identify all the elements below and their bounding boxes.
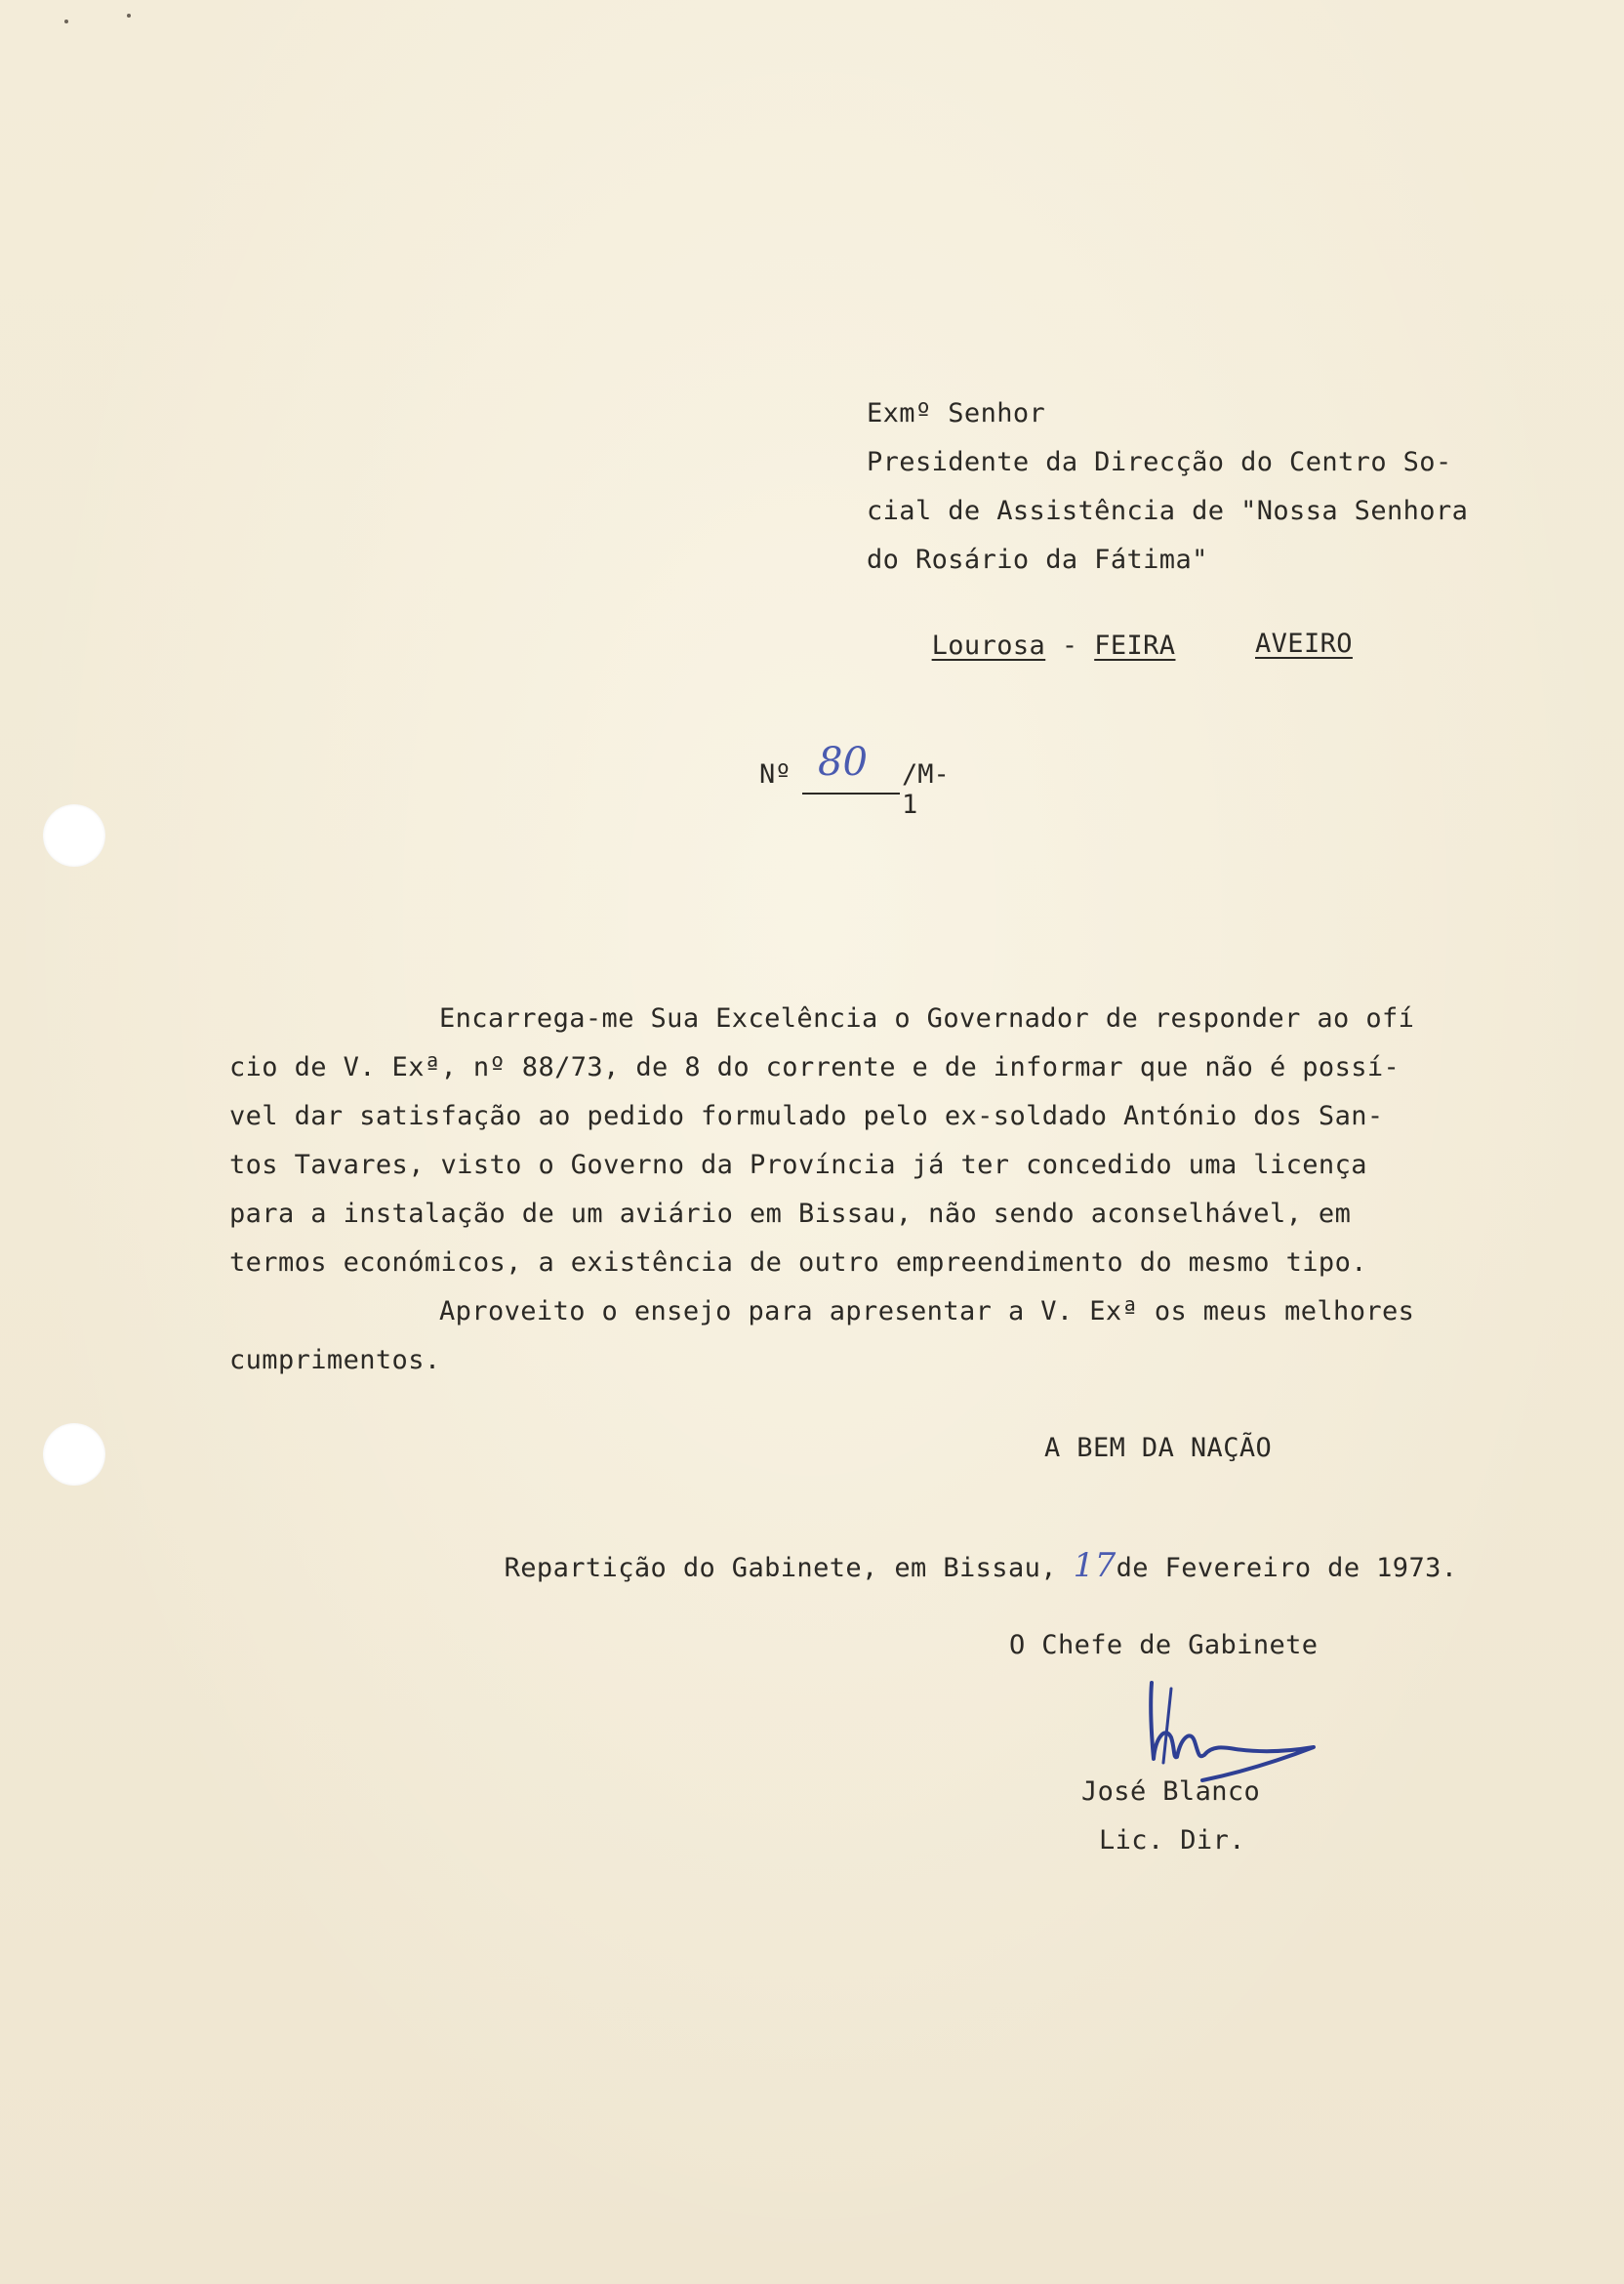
- body-line-6: termos económicos, a existência de outro empreendimento do mesmo tipo.: [229, 1247, 1367, 1278]
- place-date-prefix: Repartição do Gabinete, em Bissau,: [504, 1553, 1074, 1583]
- signature: [1142, 1669, 1327, 1786]
- locality-municipality: FEIRA: [1094, 631, 1176, 661]
- date-day-handwritten: 17: [1073, 1546, 1116, 1585]
- punch-hole-top: [43, 804, 105, 867]
- body-line-3: vel dar satisfação ao pedido formulado pelo ex-soldado António dos San-: [229, 1101, 1384, 1131]
- address-line-3: do Rosário da Fátima": [867, 545, 1208, 575]
- reference-prefix: Nº: [759, 759, 792, 790]
- address-line-1: Presidente da Direcção do Centro So-: [867, 447, 1452, 477]
- salutation: Exmº Senhor: [867, 398, 1046, 428]
- signatory-name: José Blanco: [1081, 1776, 1261, 1807]
- body-line-5: para a instalação de um aviário em Bissau, não sendo aconselhável, em: [229, 1199, 1352, 1229]
- paper-speck: [127, 14, 131, 18]
- address-line-2: cial de Assistência de "Nossa Senhora: [867, 496, 1469, 526]
- address-locality: [867, 593, 1175, 699]
- reference-blank-line: [802, 793, 900, 795]
- body-line-4: tos Tavares, visto o Governo da Província já ter concedido uma licença: [229, 1150, 1367, 1180]
- locality-town: Lourosa: [931, 631, 1046, 661]
- locality-separator: -: [1045, 631, 1095, 661]
- place-date-suffix: de Fevereiro de 1973.: [1116, 1553, 1458, 1583]
- place-date-line: [439, 1513, 1457, 1621]
- signatory-title: Lic. Dir.: [1099, 1825, 1245, 1856]
- punch-hole-bottom: [43, 1423, 105, 1486]
- body-line-8: cumprimentos.: [229, 1345, 441, 1375]
- reference-handwritten-number: 80: [818, 740, 868, 785]
- closing-motto: A BEM DA NAÇÃO: [1044, 1433, 1273, 1463]
- address-district: AVEIRO: [1255, 629, 1353, 659]
- reference-suffix: /M-1: [902, 759, 950, 820]
- signatory-role: O Chefe de Gabinete: [1009, 1630, 1319, 1660]
- body-line-2: cio de V. Exª, nº 88/73, de 8 do corrente e de informar que não é possí-: [229, 1052, 1401, 1082]
- paper-speck: [64, 20, 68, 23]
- body-line-7: Aproveito o ensejo para apresentar a V. Exª os meus melhores: [439, 1296, 1415, 1326]
- body-line-1: Encarrega-me Sua Excelência o Governador de responder ao ofí: [439, 1003, 1415, 1034]
